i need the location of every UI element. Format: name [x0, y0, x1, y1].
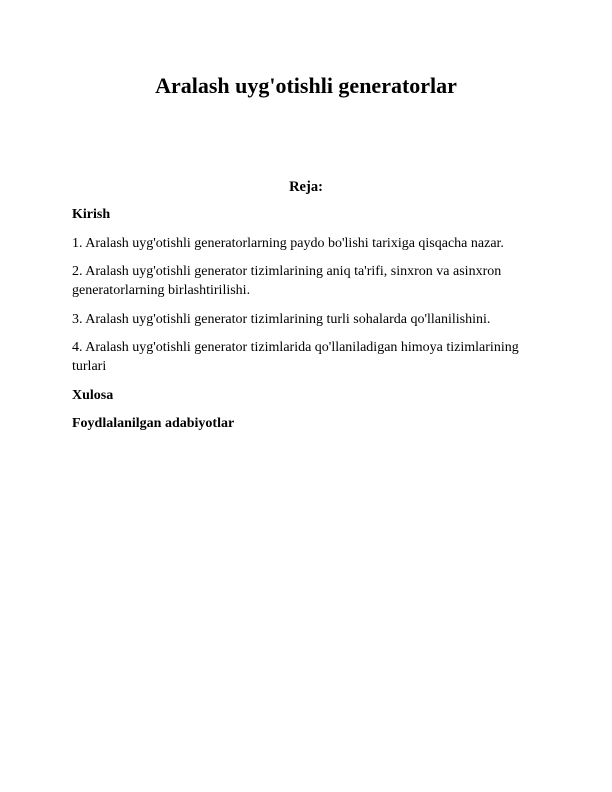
plan-item-1: 1. Aralash uyg'otishli generatorlarning paydo bo'lishi tarixiga qisqacha nazar.	[72, 236, 504, 251]
intro-heading: Kirish	[72, 207, 111, 222]
plan-heading: Reja:	[289, 179, 323, 195]
document-title: Aralash uyg'otishli generatorlar	[155, 73, 457, 98]
plan-item-2: 2. Aralash uyg'otishli generator tizimlarining aniq ta'rifi, sinxron va asinxron generatorlarning birlashtirilishi.	[72, 264, 502, 298]
references-heading: Foydlalanilgan adabiyotlar	[72, 416, 235, 431]
conclusion-heading: Xulosa	[72, 388, 114, 403]
plan-item-3: 3. Aralash uyg'otishli generator tizimlarining turli sohalarda qo'llanilishini.	[72, 312, 491, 327]
plan-item-4: 4. Aralash uyg'otishli generator tizimlarida qo'llaniladigan himoya tizimlarining turlari	[72, 340, 519, 374]
